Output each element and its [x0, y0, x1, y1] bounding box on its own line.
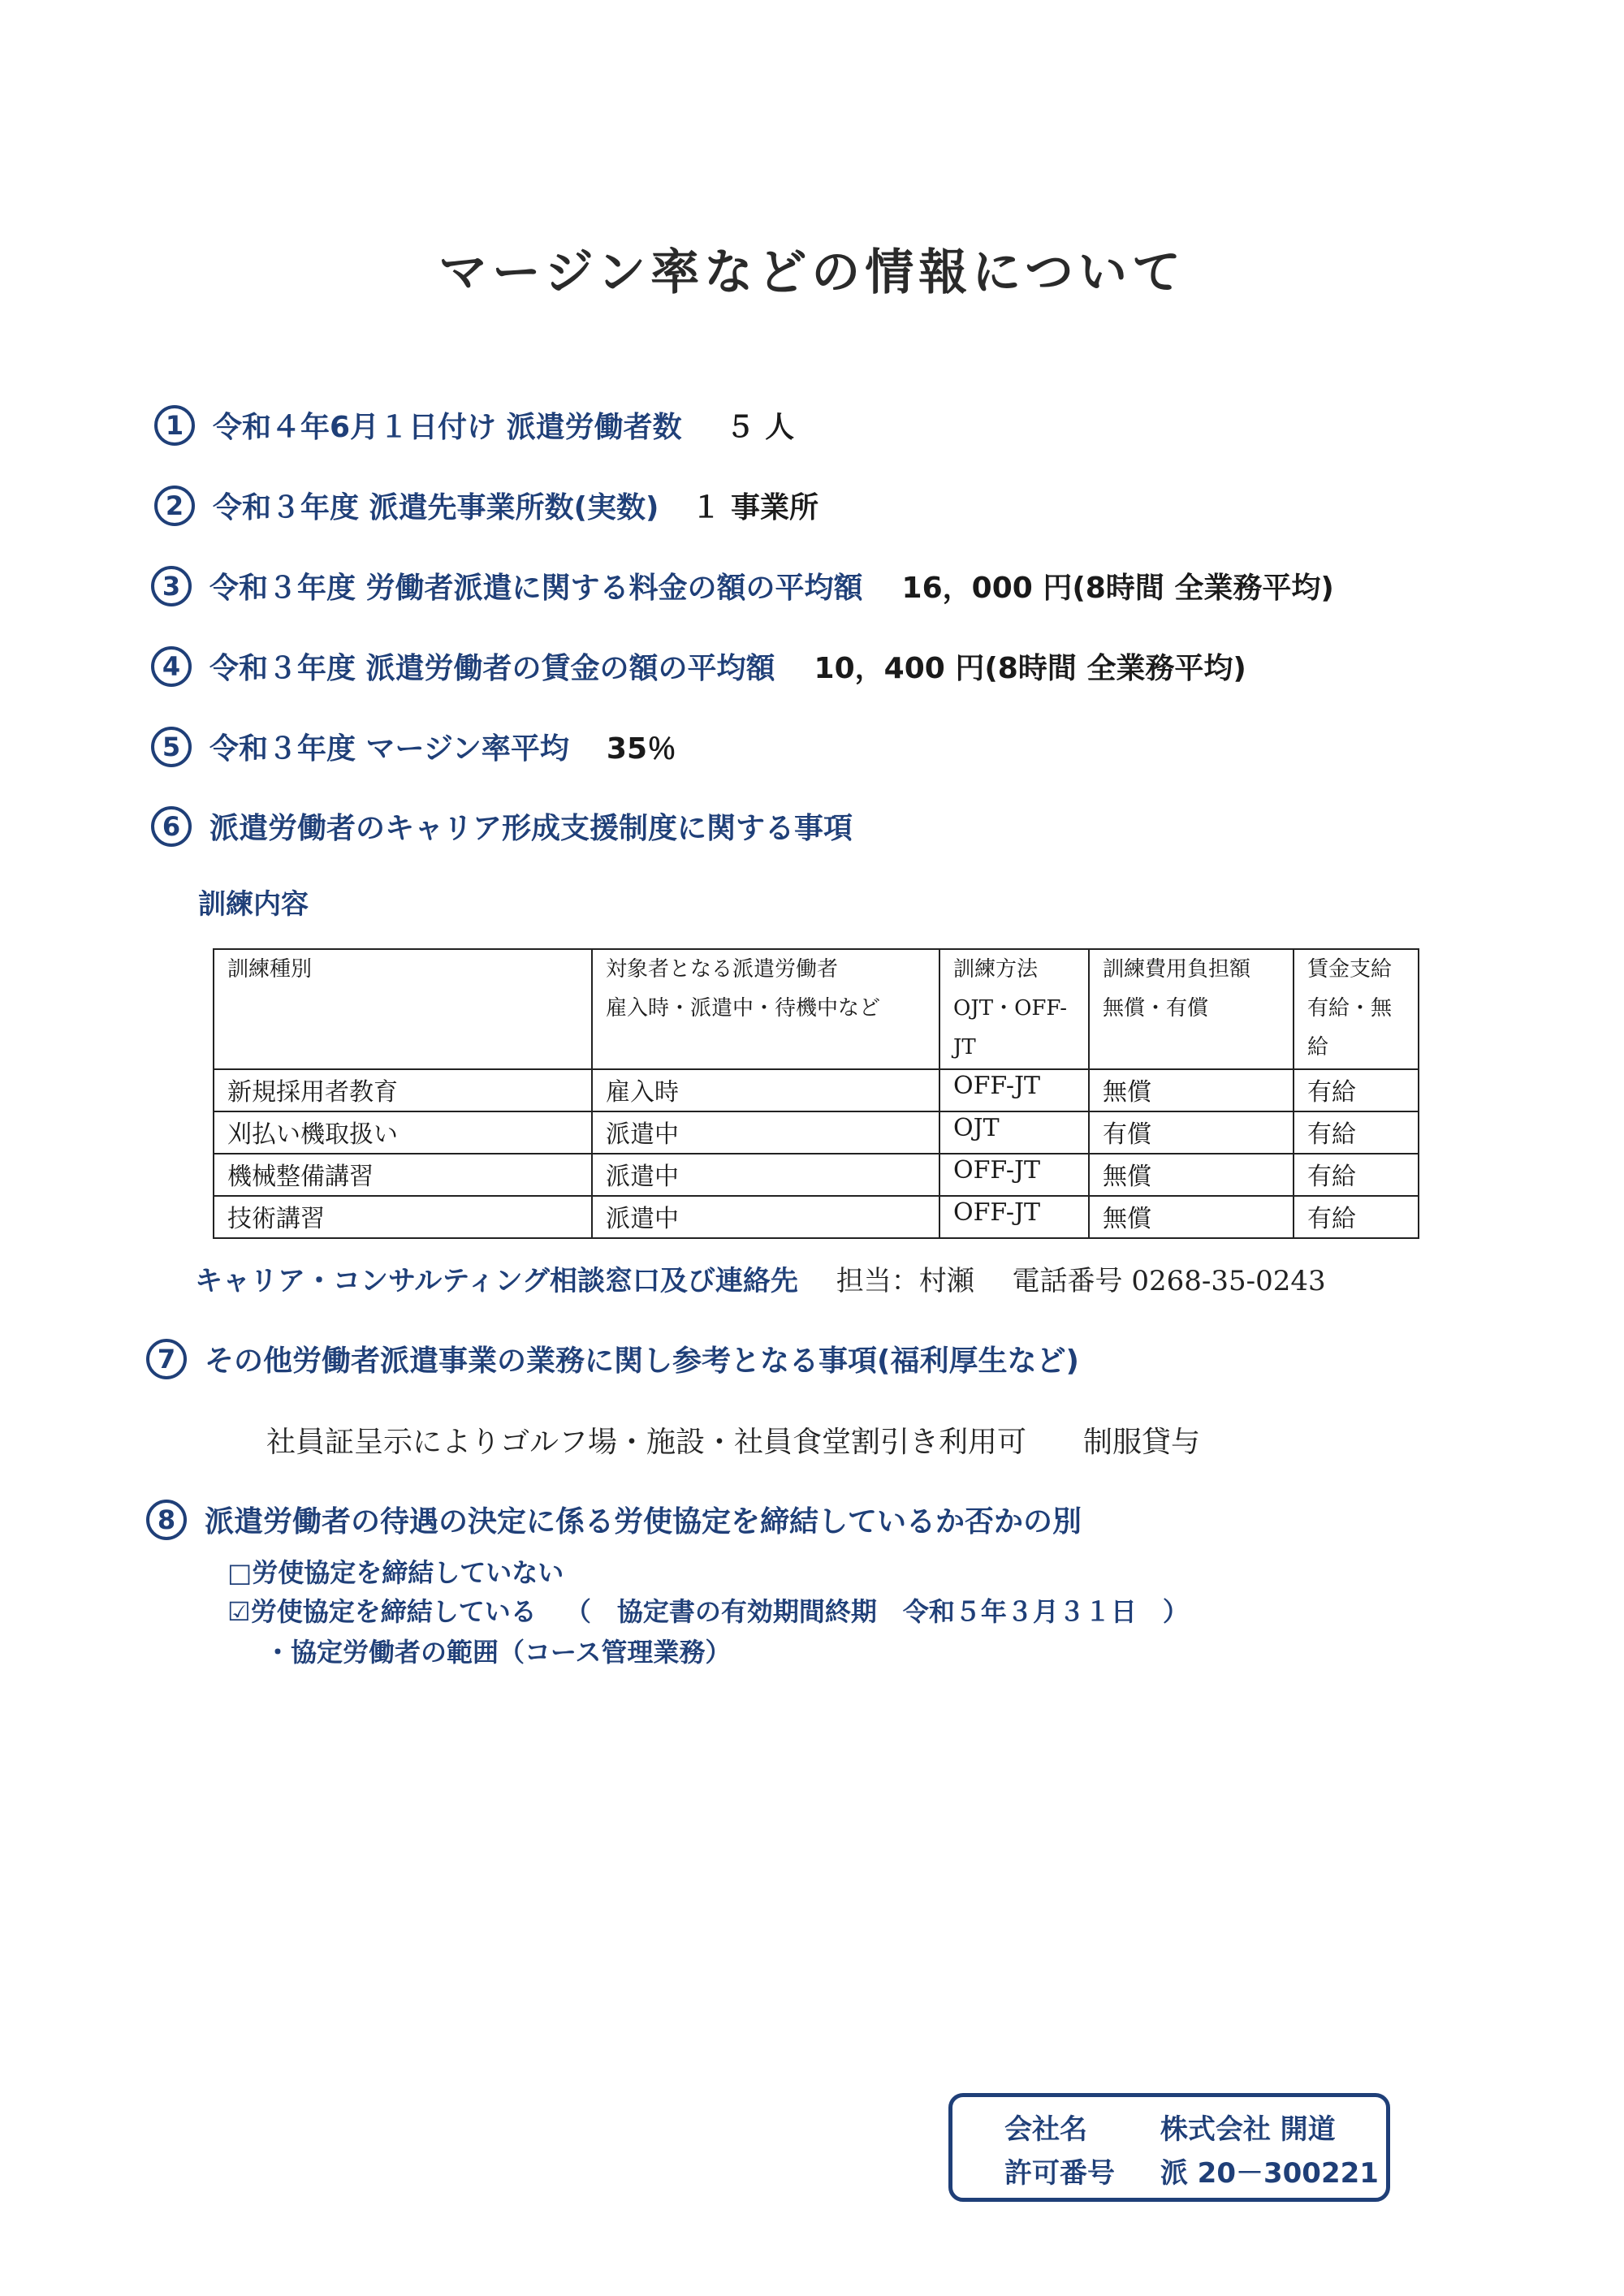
contact-phone: 電話番号 0268-35-0243 — [1012, 1265, 1326, 1297]
item-7 — [146, 1338, 1079, 1379]
item-2-label: 令和３年度 派遣先事業所数(実数) — [213, 491, 659, 524]
table-cell: OJT — [939, 1111, 1089, 1154]
table-cell: 有給 — [1294, 1154, 1419, 1196]
welfare-text-1: 社員証呈示によりゴルフ場・施設・社員食堂割引き利用可 — [266, 1426, 1027, 1459]
welfare-text-2: 制服貸与 — [1083, 1426, 1201, 1459]
item-2-value: １ 事業所 — [691, 491, 818, 524]
table-cell: 雇入時 — [592, 1069, 939, 1111]
table-cell: 無償 — [1089, 1069, 1294, 1111]
table-cell: OFF-JT — [939, 1069, 1089, 1111]
item-5-value: 35％ — [606, 732, 677, 766]
permit-number-label: 許可番号 — [1004, 2157, 1115, 2190]
circled-number-2: 2 — [154, 486, 195, 526]
item-5 — [151, 726, 676, 767]
table-row — [214, 1111, 1419, 1154]
circled-number-1: 1 — [154, 405, 195, 446]
item-7-label: その他労働者派遣事業の業務に関し参考となる事項(福利厚生など) — [205, 1344, 1079, 1378]
company-info-box — [948, 2093, 1390, 2202]
training-table — [213, 948, 1419, 1239]
agreement-option-not-concluded: □労使協定を締結していない — [227, 1557, 564, 1588]
table-cell: 無償 — [1089, 1196, 1294, 1238]
table-cell: 無償 — [1089, 1154, 1294, 1196]
table-header-cell: 対象者となる派遣労働者 雇入時・派遣中・待機中など — [592, 949, 939, 1069]
circled-number-5: 5 — [151, 727, 192, 767]
table-cell: 技術講習 — [214, 1196, 592, 1238]
table-cell: 有給 — [1294, 1069, 1419, 1111]
item-1-label: 令和４年6月１日付け 派遣労働者数 — [213, 411, 682, 444]
table-row — [214, 1069, 1419, 1111]
circled-number-4: 4 — [151, 646, 192, 687]
table-cell: OFF-JT — [939, 1196, 1089, 1238]
item-8-label: 派遣労働者の待遇の決定に係る労使協定を締結しているか否かの別 — [205, 1505, 1082, 1539]
table-cell: 機械整備講習 — [214, 1154, 592, 1196]
item-5-label: 令和３年度 マージン率平均 — [209, 732, 569, 766]
item-6-label: 派遣労働者のキャリア形成支援制度に関する事項 — [209, 812, 853, 845]
item-8 — [146, 1499, 1082, 1540]
item-2 — [154, 485, 818, 526]
circled-number-8: 8 — [146, 1500, 187, 1540]
table-cell: 派遣中 — [592, 1111, 939, 1154]
table-header-cell: 訓練方法 OJT・OFF-JT — [939, 949, 1089, 1069]
table-header-cell: 訓練種別 — [214, 949, 592, 1069]
circled-number-6: 6 — [151, 806, 192, 847]
table-cell: OFF-JT — [939, 1154, 1089, 1196]
item-1 — [154, 404, 794, 446]
page-title: マージン率などの情報について — [438, 244, 1186, 301]
circled-number-3: 3 — [151, 566, 192, 606]
item-3 — [151, 565, 1334, 606]
table-row — [214, 1196, 1419, 1238]
table-header-cell: 賃金支給 有給・無給 — [1294, 949, 1419, 1069]
training-heading: 訓練内容 — [198, 888, 309, 921]
welfare-details — [266, 1419, 1200, 1461]
permit-number: 派 20－300221 — [1160, 2157, 1379, 2190]
table-cell: 刈払い機取扱い — [214, 1111, 592, 1154]
company-name-label: 会社名 — [1004, 2113, 1087, 2146]
item-3-value: 16，000 円(8時間 全業務平均) — [901, 572, 1334, 605]
agreement-option-concluded-label: ☑労使協定を締結している — [227, 1596, 537, 1627]
agreement-period: （ 協定書の有効期間終期 令和５年３月３１日 ） — [564, 1596, 1189, 1627]
table-cell: 派遣中 — [592, 1196, 939, 1238]
table-cell: 有償 — [1089, 1111, 1294, 1154]
table-header-row — [214, 949, 1419, 1069]
agreement-option-concluded — [227, 1591, 1189, 1629]
item-4 — [151, 645, 1246, 687]
item-3-label: 令和３年度 労働者派遣に関する料金の額の平均額 — [209, 572, 863, 605]
career-contact — [195, 1258, 1326, 1298]
table-cell: 有給 — [1294, 1111, 1419, 1154]
company-name: 株式会社 開道 — [1160, 2113, 1336, 2146]
item-4-value: 10，400 円(8時間 全業務平均) — [814, 652, 1246, 685]
table-cell: 有給 — [1294, 1196, 1419, 1238]
table-cell: 新規採用者教育 — [214, 1069, 592, 1111]
item-1-value: ５ 人 — [725, 411, 795, 444]
contact-person: 担当：村瀬 — [836, 1265, 974, 1297]
table-cell: 派遣中 — [592, 1154, 939, 1196]
permit-number-row — [1004, 2151, 1379, 2190]
table-header-cell: 訓練費用負担額 無償・有償 — [1089, 949, 1294, 1069]
agreement-scope: ・協定労働者の範囲（コース管理業務） — [265, 1637, 732, 1668]
table-row — [214, 1154, 1419, 1196]
item-6 — [151, 805, 853, 847]
circled-number-7: 7 — [146, 1339, 187, 1379]
contact-label: キャリア・コンサルティング相談窓口及び連絡先 — [195, 1265, 798, 1297]
item-4-label: 令和３年度 派遣労働者の賃金の額の平均額 — [209, 652, 775, 685]
company-name-row — [1004, 2107, 1336, 2147]
